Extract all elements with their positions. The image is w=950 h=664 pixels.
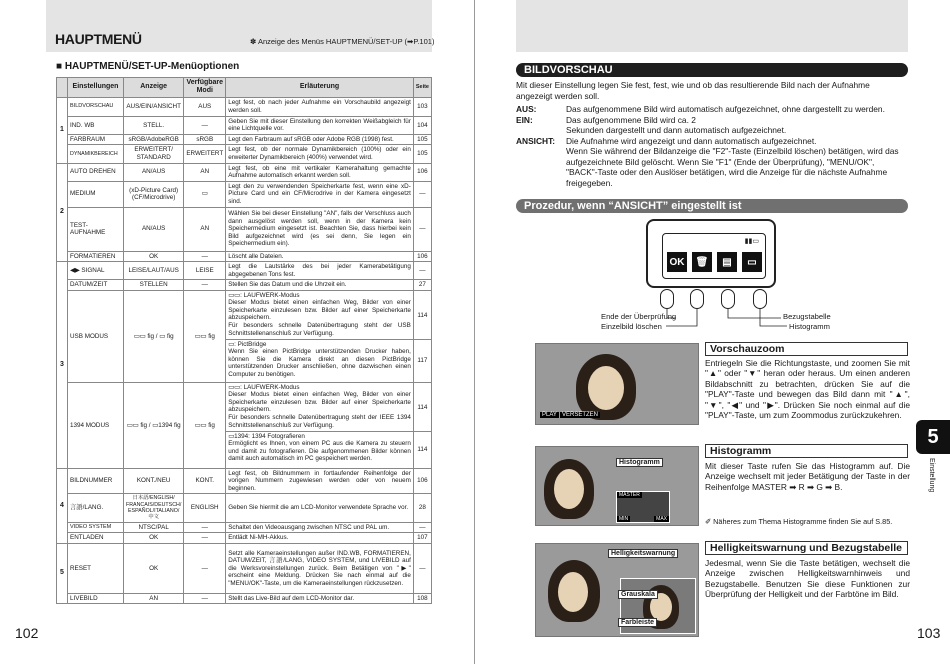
chapter-label: Einstellung [928, 458, 935, 493]
table-row: VIDEO SYSTEM NTSC/PAL — Schaltet den Videoausgang zwischen NTSC und PAL um. — [57, 522, 432, 533]
table-row: LIVEBILD AN — Stellt das Live-Bild auf dem LCD-Monitor dar. 108 [57, 593, 432, 604]
group-number: 4 [57, 468, 68, 543]
col-header: Einstellungen [68, 78, 124, 98]
menu-table [56, 77, 432, 604]
bildvorschau-heading: BILDVORSCHAU [516, 63, 908, 77]
group-number: 1 [57, 97, 68, 163]
definition-row: EIN: Das aufgenommene Bild wird ca. 2 [516, 114, 696, 125]
table-row: TEST-AUFNAHME AN/AUS AN Wählen Sie bei dieser Einstellung "AN", falls der Verschluss auch dann ausgelöst werden soll, wenn in der Kamera kein Speichermedium eingesetzt ist. Beachten Sie, dass hierbei kein Bild aufgezeichnet wird (es sei denn, Sie legen ein Speichermedium ein). — [57, 207, 432, 251]
label-ende: Ende der Überprüfung [601, 312, 677, 321]
table-row: IND. WB STELL. — Geben Sie mit dieser Einstellung den korrekten Weißabgleich für eine Lichtquelle vor. 104 [57, 116, 432, 134]
trash-icon: 🗑 [691, 251, 713, 273]
header-note: ✽ Anzeige des Menüs HAUPTMENÜ/SET-UP (➡P.101) [250, 37, 435, 46]
note-icon: ✐ [705, 517, 714, 526]
table-row: FORMATIEREN OK — Löscht alle Dateien. 106 [57, 251, 432, 262]
col-header: Seite [413, 78, 431, 98]
label-loeschen: Einzelbild löschen [601, 322, 662, 331]
histogramm-heading: Histogramm [705, 444, 908, 458]
table-row: ENTLADEN OK — Entlädt Ni-MH-Akkus. 107 [57, 533, 432, 544]
page-title: HAUPTMENÜ [55, 31, 142, 47]
definition-row: Sekunden dargestellt und dann automatisch aufgezeichnet. [566, 125, 787, 135]
intro-text: Mit dieser Einstellung legen Sie fest, fest, wie und ob das resultierende Bild nach der Aufnahme angezeigt werden soll. [516, 80, 870, 101]
table-row: MEDIUM (xD-Picture Card) (CF/Microdrive) ▭ Legt den zu verwendenden Speicherkarte fest, wenn eine xD-Picture Card und ein CF/Microdrive in der Kamera eingesetzt sind. — [57, 181, 432, 207]
label-histogramm: Histogramm [789, 322, 830, 331]
col-header: Verfügbare Modi [184, 78, 226, 98]
col-header: Erläuterung [226, 78, 414, 98]
definition-row: Wenn Sie während der Bildanzeige die "F2"-Taste (Einzelbild löschen) betätigen, wird das aufgezeichnete Bild gelöscht. Wenn Sie "F1" (Ende der Überprüfung), "MENU/OK", "BACK"-Taste oder den Auslöser betätigen, wird die Anzeige für die nächste Aufnahme freigegeben. [566, 146, 899, 188]
page-number-right: 103 [917, 625, 941, 641]
reference-table-icon: ▭ [741, 251, 763, 273]
helligkeit-heading: Helligkeitswarnung und Bezugstabelle [705, 541, 908, 555]
group-number: 3 [57, 262, 68, 469]
right-page [476, 0, 950, 664]
label-bezugstabelle: Bezugstabelle [783, 312, 831, 321]
table-row: 4 BILDNUMMER KONT./NEU KONT. Legt fest, ob Bildnummern in fortlaufender Reihenfolge der vorigen Nummern zugewiesen werden oder von neuem beginnen. 106 [57, 468, 432, 494]
ok-icon: OK [666, 251, 688, 273]
procedure-heading: Prozedur, wenn “ANSICHT” eingestellt ist [516, 199, 908, 213]
col-header: Anzeige [124, 78, 184, 98]
table-row: 1394 MODUS ▭▭ fig / ▭1394 fig ▭▭ fig ▭▭: LAUFWERK-Modus Dieser Modus bietet einen einfachen Weg, Bilder von einer Speicherkarte einzulesen bzw. Bilder auf einer Speicherkarte abzuspeichern. Für besonders schnelle Datenübertragung steht der IEEE 1394 Schnittstellenanschluß zur Verfügung. ▭1394: 1394 Fotografieren Ermöglicht es Ihnen, von einem PC aus die Kamera zu steuern und damit zu fotografieren. Die aufgenommenen Bilder können damit auch automatisch im PC gespeichert werden. 114 114 [57, 382, 432, 468]
vorschauzoom-text: Entriegeln Sie die Richtungstaste, und zoomen Sie mit "▲" oder "▼" heran oder heraus. Um einen anderen Bildabschnitt zu betrachten, drücken Sie auf die "PLAY"-Taste und bewegen das Bild dann mit "▲", "▼", "◀" und "▶". Drücken Sie noch einmal auf die "PLAY"-Taste, um zum Zoommodus zurückzukehren. [705, 358, 910, 421]
table-row: 1 BILDVORSCHAU AUS/EIN/ANSICHT AUS Legt fest, ob nach jeder Aufnahme ein Vorschaubild angezeigt werden soll. 103 [57, 97, 432, 116]
table-row: FARBRAUM sRGB/AdobeRGB sRGB Legt den Farbraum auf sRGB oder Adobe RGB (1998) fest. 105 [57, 134, 432, 145]
definition-row: ANSICHT: Die Aufnahme wird angezeigt und dann automatisch aufgezeichnet. [516, 135, 817, 146]
table-row: DYNAMIKBEREICH ERWEITERT/ STANDARD ERWEITERT Legt fest, ob der normale Dynamikbereich (100%) oder ein erweiterter Dynamikbereich (400%) verwendet wird. 105 [57, 145, 432, 163]
vorschauzoom-heading: Vorschauzoom [705, 342, 908, 356]
helligkeit-text: Jedesmal, wenn Sie die Taste betätigen, wechselt die Anzeige zwischen Helligkeitswarnhinweis und Bezugstabelle. Benutzen Sie diese Funktionen zur Überprüfung der Helligkeit und der Farbtöne im Bild. [705, 558, 910, 600]
table-row: 3 ◀▶ SIGNAL LEISE/LAUT/AUS LEISE Legt die Lautstärke des bei jeder Kamerabetätigung abgegebenen Tons fest. — [57, 262, 432, 280]
group-number: 5 [57, 543, 68, 604]
table-row: 言語/LANG. 日本語/ENGLISH/ FRANCAIS/DEUTSCH/ ESPAÑOL/ITALIANO/中文 ENGLISH Geben Sie hiermit die am LCD-Monitor verwendete Sprache vor. 28 [57, 494, 432, 522]
table-row: USB MODUS ▭▭ fig / ▭ fig ▭▭ fig ▭▭: LAUFWERK-Modus Dieser Modus bietet einen einfachen Weg, Bilder von einer Speicherkarte einzulesen bzw. Bilder auf einer Speicherkarte abzuspeichern. Für besonders schnelle Datenübertragung steht der USB Schnittstellenanschluß zur Verfügung. ▭: PictBridge Wenn Sie einen PictBridge unterstützenden Drucker haben, können Sie die Kamera direkt an diesen PictBridge unterstützenden Drucker anschließen, ohne dazwischen einen Computer zu benötigen. 114 117 [57, 290, 432, 382]
histogram-panel: MASTER MIN MAX [616, 491, 670, 523]
group-number: 2 [57, 163, 68, 262]
chapter-tab: 5 [916, 420, 950, 454]
battery-icon: ▮▮▭ [744, 238, 759, 245]
section-title: ■ HAUPTMENÜ/SET-UP-Menüoptionen [56, 61, 240, 72]
table-header-row [57, 78, 432, 98]
histogramm-text: Mit dieser Taste rufen Sie das Histogramm auf. Die Anzeige wechselt mit jeder Betätigung der Taste in der Reihenfolge MASTER ➡ R ➡ G ➡ B. [705, 461, 910, 492]
histogram-icon: ▤ [716, 251, 738, 273]
definition-row: AUS: Das aufgenommene Bild wird automatisch aufgezeichnet, ohne dargestellt zu werden. [516, 104, 885, 114]
reference-note: ✐ Näheres zum Thema Histogramme finden Sie auf S.85. [705, 517, 893, 526]
histogram-photo: Histogramm MASTER MIN MAX [535, 446, 699, 526]
table-row: 2 AUTO DREHEN AN/AUS AN Legt fest, ob eine mit vertikaler Kamerahaltung gemachte Aufnahme automatisch erkannt werden soll. 106 [57, 163, 432, 181]
table-row: 5 RESET OK — Setzt alle Kameraeinstellungen außer IND.WB, FORMATIEREN, DATUM/ZEIT, 言語/LANG, VIDEO SYSTEM, und LIVEBILD auf die Werksvoreinstellungen zurück. Beim Betätigen von "▶" erscheint eine Meldung. Drücken Sie nach einmal auf die "MENU/OK"-Taste, um die Kameraeinstellungen rückzusetzen. — [57, 543, 432, 593]
page-number-left: 102 [15, 625, 39, 641]
brightness-warning-photo: Helligkeitswarnung Grauskala Farbleiste [535, 543, 699, 637]
preview-zoom-photo: PLAY VERSETZEN [535, 343, 699, 425]
table-row: DATUM/ZEIT STELLEN — Stellen Sie das Datum und die Uhrzeit ein. 27 [57, 280, 432, 291]
